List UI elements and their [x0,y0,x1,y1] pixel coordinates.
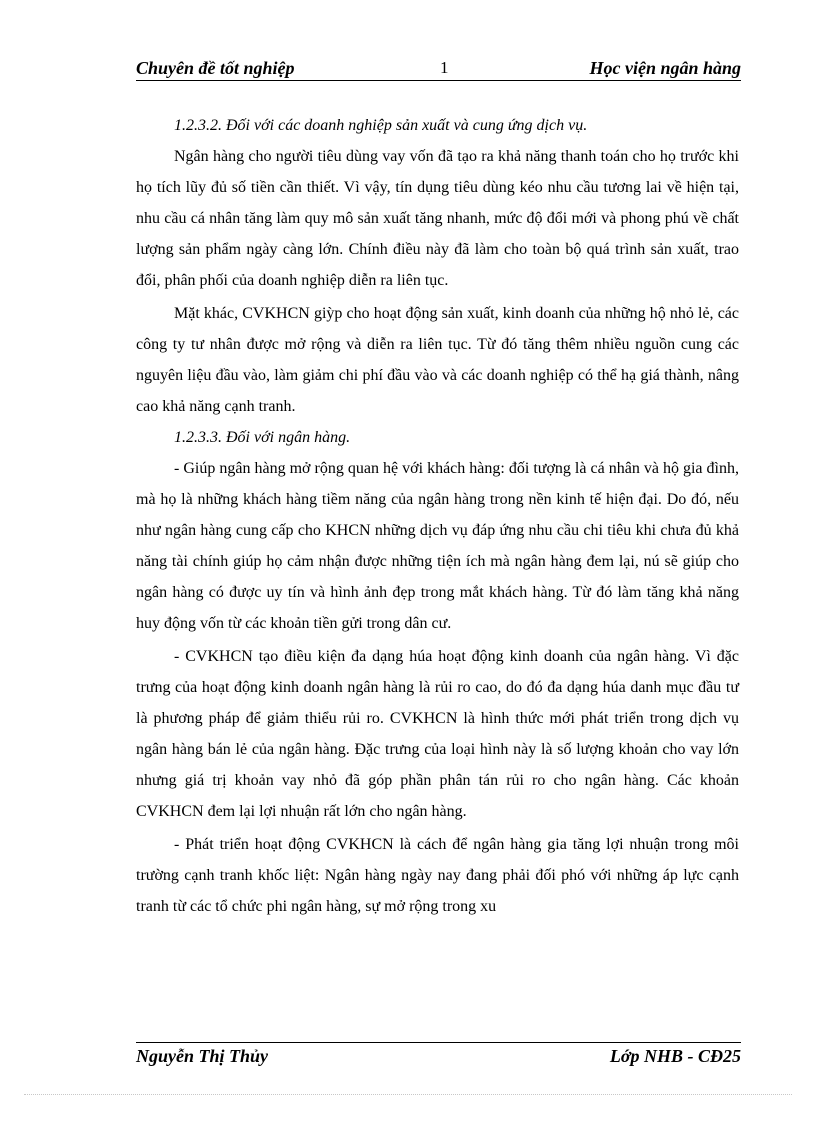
header-document-type: Chuyên đề tốt nghiệp [136,58,295,78]
paragraph-small-business-expansion: Mặt khác, CVKHCN giỳp cho hoạt động sản xuất, kinh doanh của những hộ nhỏ lẻ, các công ty tư nhân được mở rộng và diễn ra liên tục. Từ đó tăng thêm nhiều nguồn cung các nguyên liệu đầu vào, làm giảm chi phí đầu vào và các doanh nghiệp có thể hạ giá thành, nâng cao khả năng cạnh tranh. [136,305,739,415]
document-body [136,110,739,922]
footer-class-code: Lớp NHB - CĐ25 [609,1046,741,1066]
paragraph-consumer-credit-producers: Ngân hàng cho người tiêu dùng vay vốn đã tạo ra khả năng thanh toán cho họ trước khi họ tích lũy đủ số tiền cần thiết. Vì vậy, tín dụng tiêu dùng kéo nhu cầu tương lai về hiện tại, nhu cầu cá nhân tăng làm quy mô sản xuất tăng nhanh, mức độ đổi mới và phong phú về chất lượng sản phẩm ngày càng lớn. Chính điều này đã làm cho toàn bộ quá trình sản xuất, trao đổi, phân phối của doanh nghiệp diễn ra liên tục. [136,148,739,289]
paragraph-diversification: - CVKHCN tạo điều kiện đa dạng húa hoạt động kinh doanh của ngân hàng. Vì đặc trưng của hoạt động kinh doanh ngân hàng là rủi ro cao, do đó đa dạng húa danh mục đầu tư là phương pháp để giảm thiểu rủi ro. CVKHCN là hình thức mới phát triển trong dịch vụ ngân hàng bán lẻ của ngân hàng. Đặc trưng của loại hình này là số lượng khoản cho vay lớn nhưng giá trị khoản vay nhỏ đã góp phần phân tán rủi ro cho ngân hàng. Các khoản CVKHCN đem lại lợi nhuận rất lớn cho ngân hàng. [136,648,739,820]
section-heading-1-2-3-2: 1.2.3.2. Đối với các doanh nghiệp sản xuất và cung ứng dịch vụ. [174,117,588,134]
header-institution: Học viện ngân hàng [589,58,741,78]
paragraph-profit-growth: - Phát triển hoạt động CVKHCN là cách để ngân hàng gia tăng lợi nhuận trong môi trường cạnh tranh khốc liệt: Ngân hàng ngày nay đang phải đối phó với những áp lực cạnh tranh từ các tổ chức phi ngân hàng, sự mở rộng trong xu [136,836,739,915]
footer-divider [136,1042,741,1043]
page-bottom-edge [24,1094,792,1095]
header-divider [136,80,741,81]
footer-author-name: Nguyễn Thị Thủy [136,1046,269,1066]
paragraph-customer-relationship: - Giúp ngân hàng mở rộng quan hệ với khách hàng: đối tượng là cá nhân và hộ gia đình, mà họ là những khách hàng tiềm năng của ngân hàng trong nền kinh tế hiện đại. Do đó, nếu như ngân hàng cung cấp cho KHCN những dịch vụ đáp ứng nhu cầu chi tiêu khi chưa đủ khả năng tài chính giúp họ cảm nhận được những tiện ích mà ngân hàng đem lại, nú sẽ giúp cho ngân hàng có được uy tín và hình ảnh đẹp trong mắt khách hàng. Từ đó làm tăng khả năng huy động vốn từ các khoản tiền gửi trong dân cư. [136,460,739,632]
page-number: 1 [440,58,449,77]
page-header [136,58,741,82]
section-heading-1-2-3-3: 1.2.3.3. Đối với ngân hàng. [174,429,351,446]
page-footer [136,1046,741,1070]
